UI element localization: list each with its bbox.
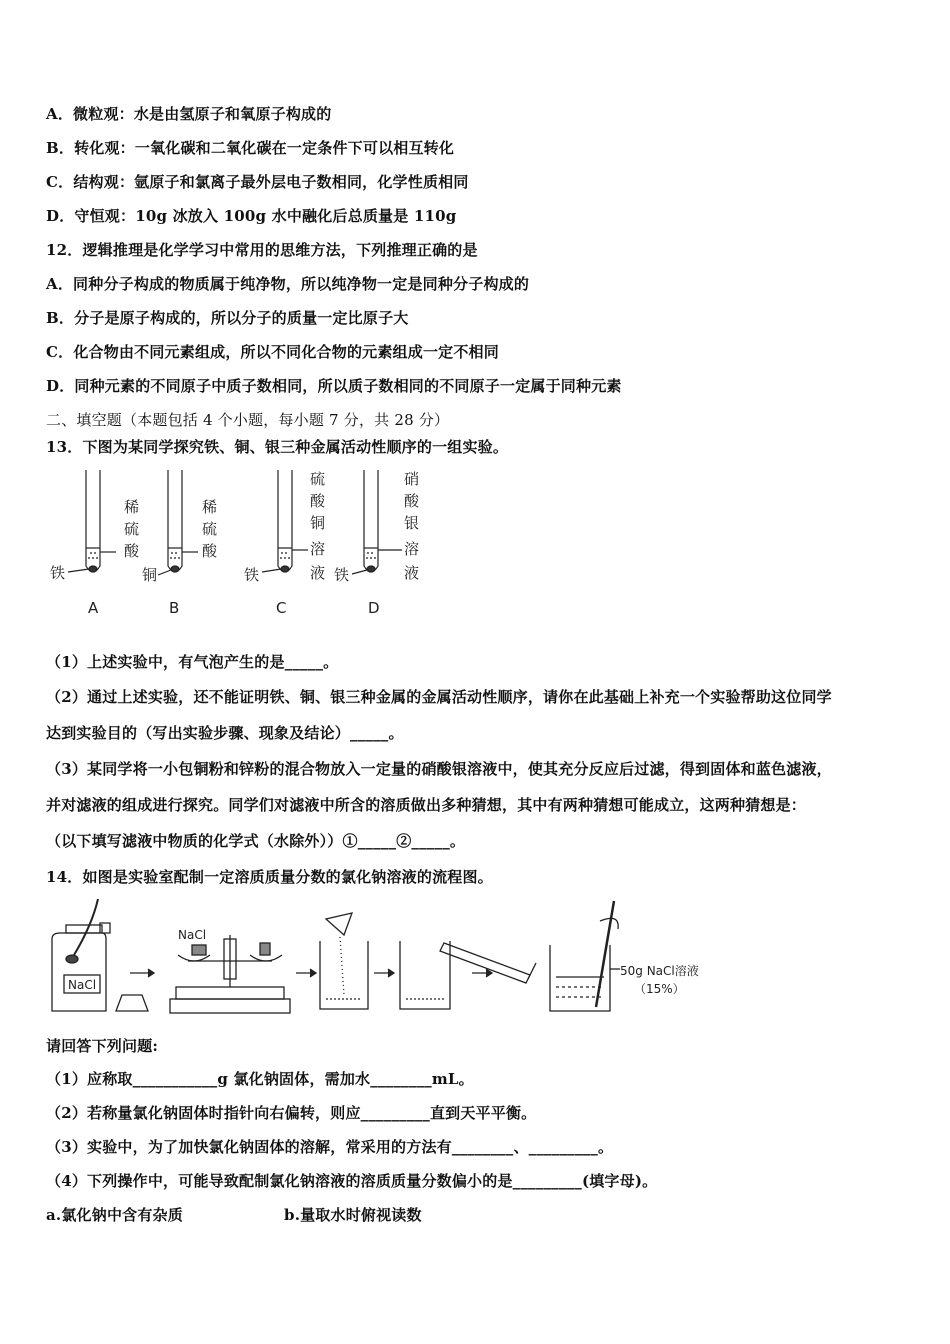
tube-c-solution-char: 液 — [310, 564, 326, 582]
test-tube-d — [364, 470, 378, 572]
q14-part-4: （4）下列操作中，可能导致配制氯化钠溶液的溶质质量分数偏小的是_________(填字母)。 — [46, 1172, 658, 1190]
tube-b-metal: 铜 — [142, 566, 158, 584]
tube-c-label: C — [276, 599, 287, 617]
reagent-bottle — [52, 923, 110, 1011]
q13-stem: 13．下图为某同学探究铁、铜、银三种金属活动性顺序的一组实验。 — [46, 438, 509, 456]
section-heading: 二、填空题（本题包括 4 个小题，每小题 7 分，共 28 分） — [46, 411, 450, 429]
q12-option-b: B．分子是原子构成的，所以分子的质量一定比原子大 — [46, 309, 409, 327]
q12-option-c: C．化合物由不同元素组成，所以不同化合物的元素组成一定不相同 — [46, 343, 499, 361]
tube-d-solution-char: 液 — [404, 564, 420, 582]
tube-d-metal: 铁 — [334, 566, 350, 584]
bottle-label: NaCl — [68, 978, 97, 992]
tube-d-solution-char: 溶 — [404, 540, 420, 558]
q12-option-d: D．同种元素的不同原子中质子数相同，所以质子数相同的不同原子一定属于同种元素 — [46, 377, 622, 395]
balance-label: NaCl — [178, 928, 207, 942]
solution-percent-label: （15%） — [634, 982, 685, 996]
q11-option-a: A．微粒观：水是由氢原子和氧原子构成的 — [46, 105, 332, 123]
q13-part-2-line-2: 达到实验目的（写出实验步骤、现象及结论）_____。 — [46, 724, 404, 742]
q14-flow-figure — [44, 895, 724, 1020]
tube-c-metal: 铁 — [244, 566, 260, 584]
test-tube-b — [168, 470, 182, 572]
tube-d-solution-char: 银 — [404, 514, 420, 532]
q13-test-tube-figure — [40, 462, 440, 622]
q11-option-d: D．守恒观：10g 冰放入 100g 水中融化后总质量是 110g — [46, 207, 457, 225]
tube-b-solution-char: 硫 — [202, 520, 218, 538]
q13-part-3-line-3: （以下填写滤液中物质的化学式（水除外））①_____②_____。 — [46, 832, 466, 850]
test-tube-c — [278, 470, 292, 572]
tube-c-solution-char: 硫 — [310, 470, 326, 488]
measuring-cylinder — [440, 943, 530, 983]
glass-rod — [596, 901, 614, 1007]
q13-part-3-line-1: （3）某同学将一小包铜粉和锌粉的混合物放入一定量的硝酸银溶液中，使其充分反应后过滤，得到固体和蓝色滤液， — [46, 760, 832, 778]
tube-a-solution-char: 稀 — [124, 498, 140, 516]
q14-part-3: （3）实验中，为了加快氯化钠固体的溶解，常采用的方法有________、_________。 — [46, 1138, 614, 1156]
test-tube-a — [86, 470, 100, 572]
tube-d-label: D — [368, 599, 380, 617]
q14-part-2: （2）若称量氯化钠固体时指针向右偏转，则应_________直到天平平衡。 — [46, 1104, 537, 1122]
tube-a-solution-char: 硫 — [124, 520, 140, 538]
solution-label: 50g NaCl溶液 — [620, 964, 699, 978]
q11-option-c: C．结构观：氩原子和氯离子最外层电子数相同，化学性质相同 — [46, 173, 469, 191]
q12-option-a: A．同种分子构成的物质属于纯净物，所以纯净物一定是同种分子构成的 — [46, 275, 530, 293]
q14-part-1: （1）应称取___________g 氯化钠固体，需加水________mL。 — [46, 1070, 474, 1088]
tube-c-solution-char: 酸 — [310, 492, 326, 510]
tube-c-solution-char: 铜 — [310, 514, 326, 532]
q11-option-b: B．转化观：一氧化碳和二氧化碳在一定条件下可以相互转化 — [46, 139, 455, 157]
q13-part-1: （1）上述实验中，有气泡产生的是_____。 — [46, 653, 339, 671]
tube-a-metal: 铁 — [50, 564, 66, 582]
q14-prompt: 请回答下列问题: — [46, 1037, 159, 1055]
tube-d-solution-char: 硝 — [404, 470, 420, 488]
tube-a-label: A — [88, 599, 99, 617]
q13-part-2-line-1: （2）通过上述实验，还不能证明铁、铜、银三种金属的金属活动性顺序，请你在此基础上补充一个实验帮助这位同学 — [46, 688, 832, 706]
q12-stem: 12．逻辑推理是化学学习中常用的思维方法，下列推理正确的是 — [46, 241, 478, 259]
q14-option-b: b.量取水时俯视读数 — [284, 1206, 422, 1224]
balance-base — [170, 999, 290, 1013]
tube-d-solution-char: 酸 — [404, 492, 420, 510]
tube-b-label: B — [169, 599, 180, 617]
q14-stem: 14．如图是实验室配制一定溶质质量分数的氯化钠溶液的流程图。 — [46, 868, 493, 886]
q13-part-3-line-2: 并对滤液的组成进行探究。同学们对滤液中所含的溶质做出多种猜想，其中有两种猜想可能成立，这两种猜想是： — [46, 796, 807, 814]
tube-b-solution-char: 酸 — [202, 542, 218, 560]
tube-c-solution-char: 溶 — [310, 540, 326, 558]
tube-b-solution-char: 稀 — [202, 498, 218, 516]
q14-option-a: a.氯化钠中含有杂质 — [46, 1206, 183, 1224]
tube-a-solution-char: 酸 — [124, 542, 140, 560]
